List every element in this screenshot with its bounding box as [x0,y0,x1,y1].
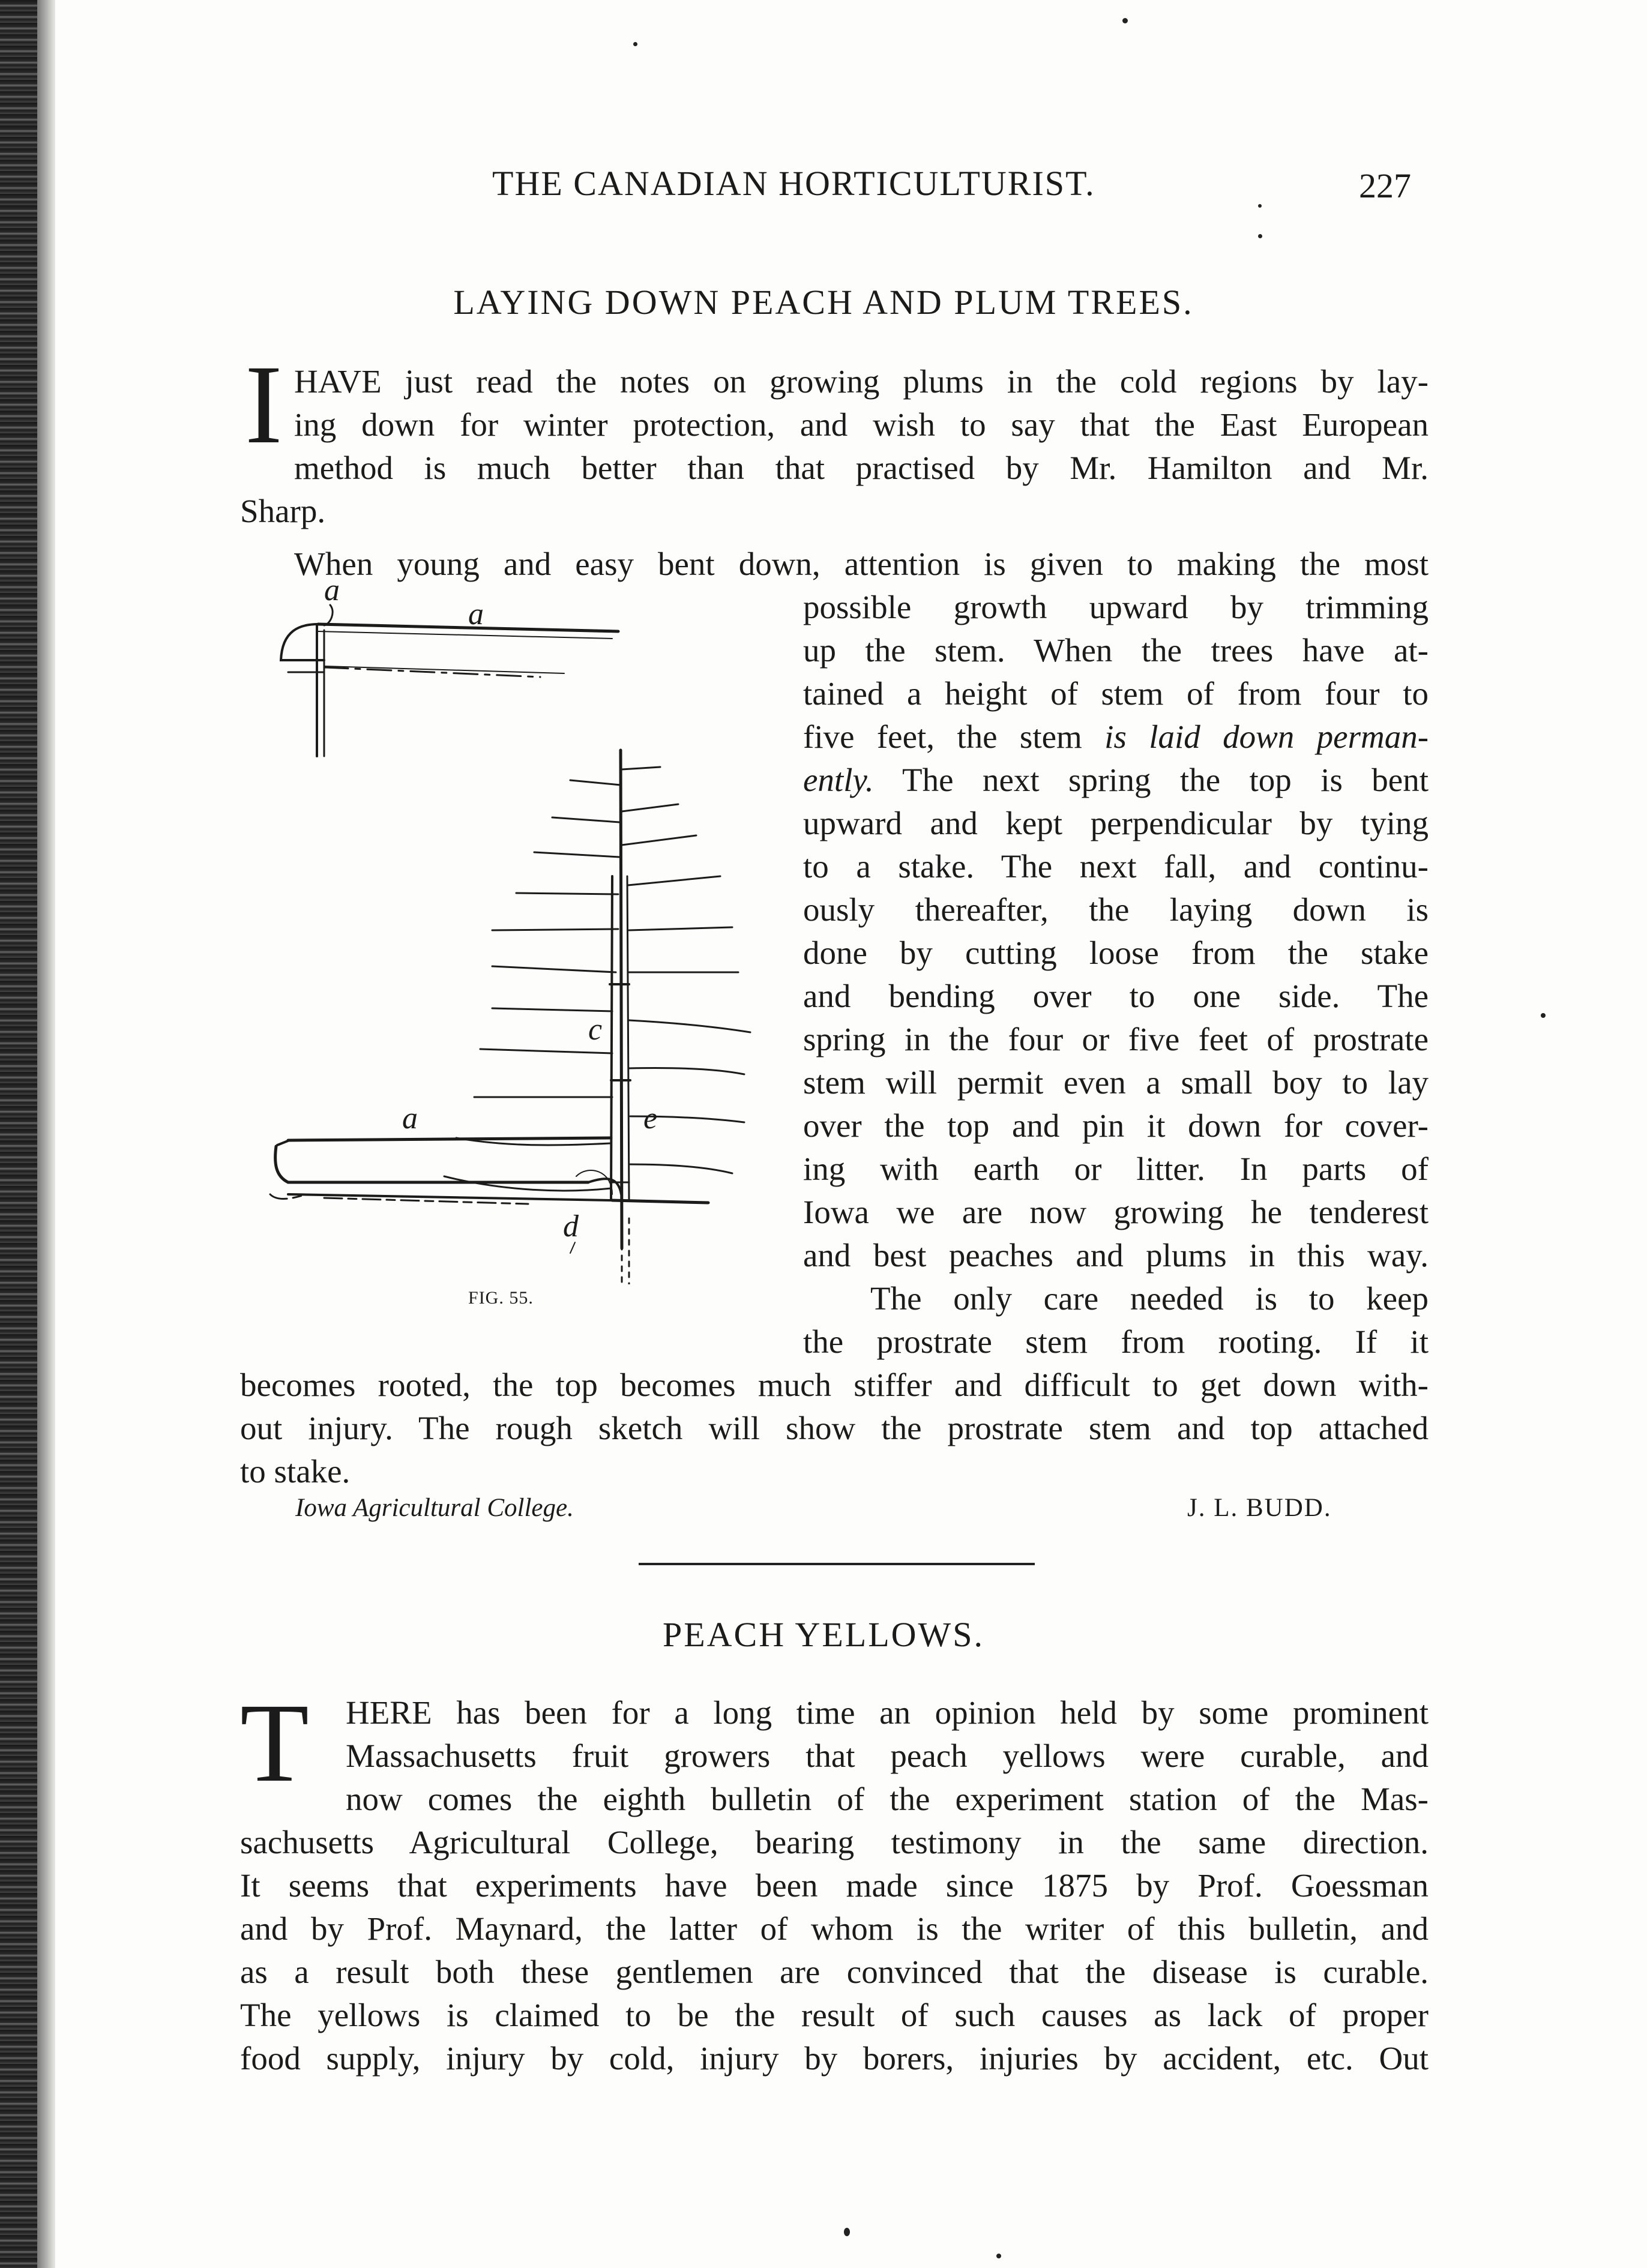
text-line: up the stem. When the trees have at- [803,632,1429,669]
figure-label: d [563,1209,579,1244]
figure-55-sketch [252,576,756,1284]
section-divider [639,1563,1035,1565]
book-binding-edge [0,0,37,2268]
text-line: ously thereafter, the laying down is [803,891,1429,928]
para2-wrapped-last [803,1320,1429,1364]
text-line: the prostrate stem from rooting. If it [803,1323,1429,1360]
text-line: over the top and pin it down for cover- [803,1107,1429,1144]
text-line: HAVE just read the notes on growing plums in the cold regions by lay- [294,363,1429,400]
text-line: possible growth upward by trimming [803,589,1429,625]
text-line: tained a height of stem of from four to [803,675,1429,712]
text-line: to a stake. The next fall, and continu- [803,848,1429,885]
figure-label: a [402,1101,418,1136]
scan-speck [1258,234,1262,238]
text-line: and bending over to one side. The [803,978,1429,1014]
page-gutter-shadow [37,0,55,2268]
text-line: Iowa we are now growing he tenderest [803,1194,1429,1230]
text-line: as a result both these gentlemen are convinced that the disease is curable. [240,1954,1429,1990]
text-line: upward and kept perpendicular by tying [803,805,1429,841]
text-line: Massachusetts fruit growers that peach yellows were curable, and [346,1737,1429,1774]
drop-cap-t: T [240,1680,309,1805]
article-title-peach-yellows: PEACH YELLOWS. [662,1615,985,1654]
article-title-laying-down: LAYING DOWN PEACH AND PLUM TREES. [453,283,1194,322]
text-line: sachusetts Agricultural College, bearing testimony in the same direction. [240,1824,1429,1860]
intro-tail [240,490,1429,533]
scan-speck [1541,1013,1546,1018]
text-line: stem will permit even a small boy to lay [803,1064,1429,1101]
peach-yellows-body [240,1821,1429,2080]
text-line: HERE has been for a long time an opinion held by some prominent [346,1694,1429,1731]
text-line: The only care needed is to keep [870,1280,1429,1317]
figure-caption: FIG. 55. [468,1288,534,1308]
text-line: It seems that experiments have been made since 1875 by Prof. Goessman [240,1867,1429,1904]
figure-label: c [588,1012,603,1047]
scan-speck [633,42,637,46]
text-line: Sharp. [240,493,326,529]
drop-cap-i: I [245,341,283,467]
page-number: 227 [1359,166,1411,205]
text-line: food supply, injury by cold, injury by borers, injuries by accident, etc. Out [240,2040,1429,2077]
signature-institution: Iowa Agricultural College. [295,1494,574,1522]
figure-label: a [324,576,340,607]
text-line: out injury. The rough sketch will show the prostrate stem and top attached [240,1410,1429,1446]
scan-speck [1258,204,1262,208]
text-line: ently. The next spring the top is bent [803,762,1429,798]
text-line: ing with earth or litter. In parts of [803,1151,1429,1187]
text-line: spring in the four or five feet of prostrate [803,1021,1429,1057]
scan-speck [996,2254,1001,2258]
figure-label: e [643,1101,658,1136]
text-line: and by Prof. Maynard, the latter of whom is the writer of this bulletin, and [240,1910,1429,1947]
text-line: and best peaches and plums in this way. [803,1237,1429,1274]
para2-full-lines [240,1364,1429,1493]
text-line: five feet, the stem is laid down perman- [803,718,1429,755]
intro-paragraph [294,360,1429,490]
text-line: method is much better than that practised by Mr. Hamilton and Mr. [294,450,1429,486]
figure-label: a [468,597,484,631]
para2-wrapped-indent [870,1277,1429,1320]
italic-text: ently. [803,762,874,798]
text-line: to stake. [240,1453,351,1490]
text-line: When young and easy bent down, attention is given to making the most [294,546,1429,582]
text-line: The yellows is claimed to be the result of such causes as lack of proper [240,1997,1429,2033]
text-line: becomes rooted, the top becomes much stiffer and difficult to get down with- [240,1367,1429,1403]
text-line: now comes the eighth bulletin of the experiment station of the Mas- [346,1781,1429,1817]
text-line: ing down for winter protection, and wish to say that the East European [294,406,1429,443]
text-line: done by cutting loose from the stake [803,934,1429,971]
para2-wrapped-column [803,586,1429,1277]
scan-speck [844,2228,850,2236]
running-head: THE CANADIAN HORTICULTURIST. [492,164,1095,203]
signature-author: J. L. BUDD. [1187,1494,1332,1522]
scan-speck [1122,18,1128,23]
italic-text: is laid down perman- [1104,718,1429,755]
peach-yellows-indented-lines [346,1691,1429,1821]
